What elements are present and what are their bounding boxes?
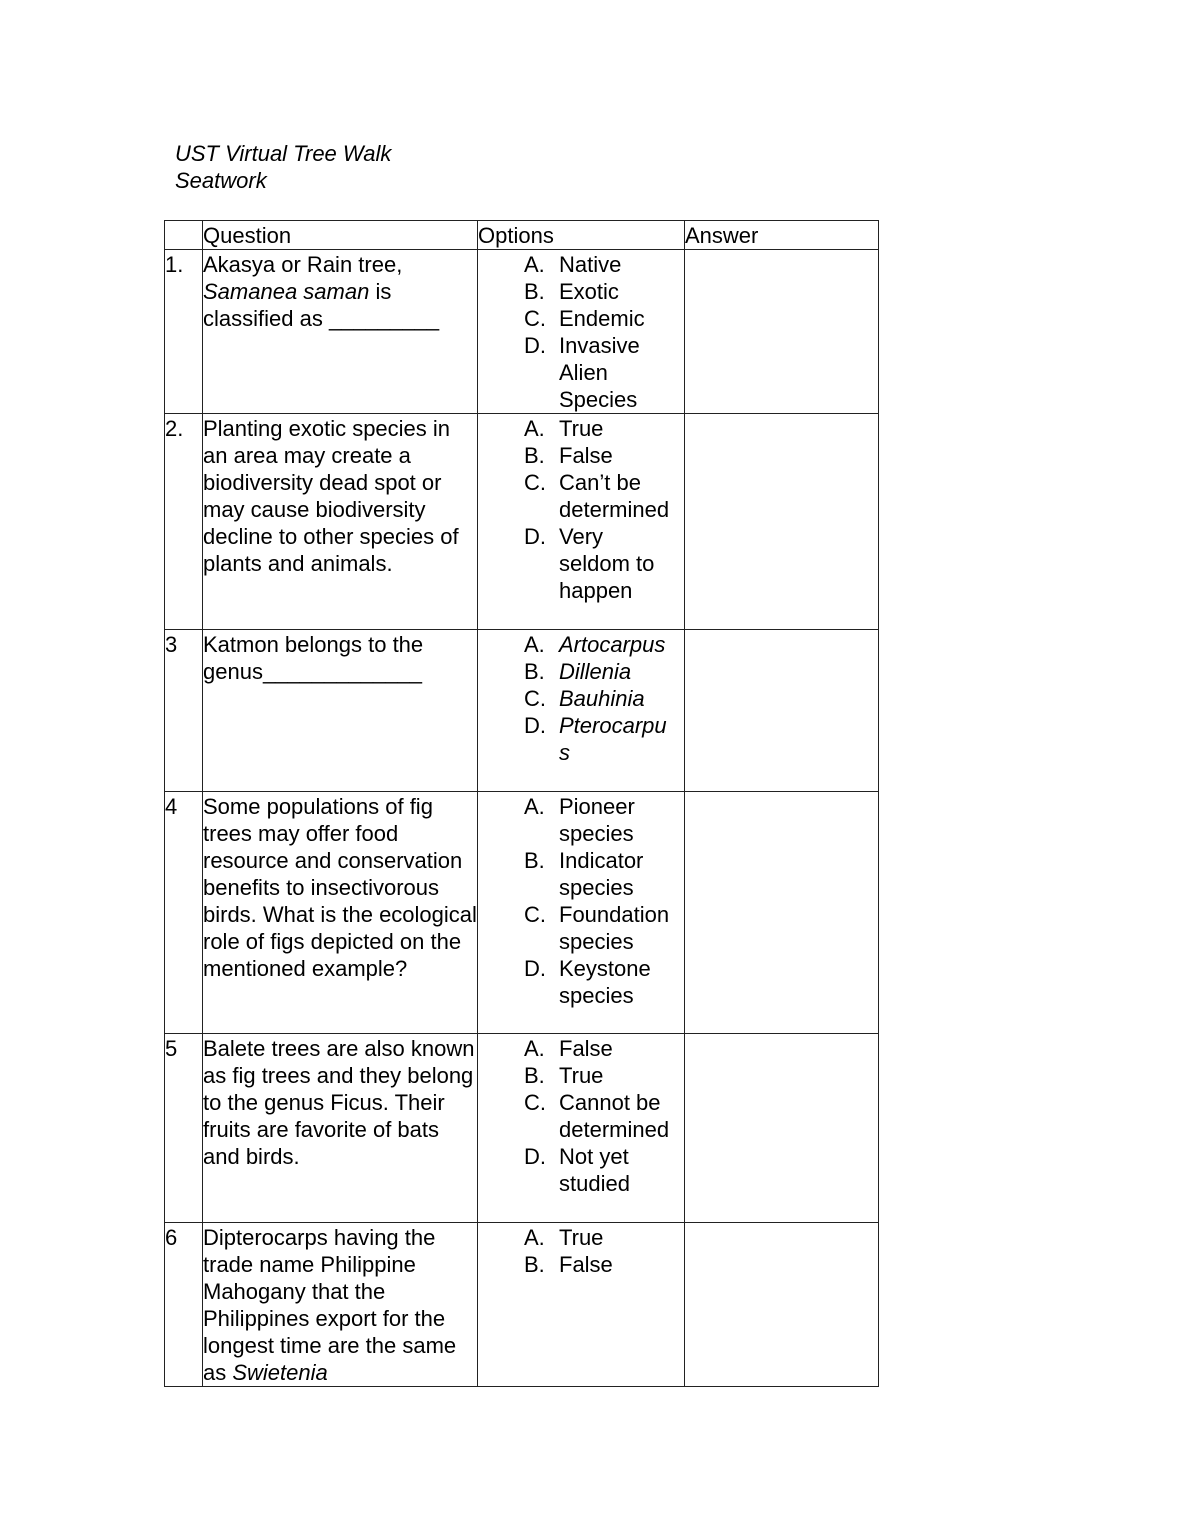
option-item: D. Keystone species [524,956,651,1008]
species-name: Samanea saman [203,279,370,304]
option-item: B. False [524,1252,613,1277]
table-row [165,1034,879,1223]
answer-cell[interactable] [685,1034,879,1223]
genus-name: Pterocarpus [559,713,667,765]
header-options: Options [478,221,685,250]
options-cell [478,630,685,792]
option-item: A. Pioneer species [524,794,635,846]
option-item: C. Can’t be determined [524,470,670,522]
option-item: C. Endemic [524,306,645,331]
seatwork-table [164,220,879,1387]
options-cell [478,414,685,630]
answer-cell[interactable] [685,250,879,414]
option-item: A. Artocarpus [478,631,684,658]
option-item: A. True [524,416,604,441]
answer-cell[interactable] [685,630,879,792]
option-item: A. True [524,1225,604,1250]
header-answer: Answer [685,221,879,250]
document-title [175,140,391,194]
question-text: Planting exotic species in an area may create a biodiversity dead spot or may cause biodiversity decline to other species of plants and animals. [203,414,478,630]
option-item: C. Foundation species [524,902,670,954]
table-row [165,414,879,630]
question-text: Some populations of fig trees may offer food resource and conservation benefits to insectivorous birds. What is the ecological role of figs depicted on the mentioned example? [203,792,478,1034]
options-cell [478,1034,685,1223]
answer-cell[interactable] [685,1223,879,1387]
option-item: B. True [524,1063,604,1088]
option-item: A. False [524,1036,613,1061]
table-row [165,792,879,1034]
option-item: C. Bauhinia [478,685,684,712]
option-item: D. Not yet studied [524,1144,630,1196]
option-item: B. False [524,443,613,468]
answer-cell[interactable] [685,414,879,630]
header-number [165,221,203,250]
question-number: 3 [165,630,203,792]
option-item: C. Cannot be determined [524,1090,670,1142]
title-line-1: UST Virtual Tree Walk [175,141,392,166]
option-item: D. Very seldom to happen [524,524,655,603]
option-item: D. Pterocarpus [478,712,684,766]
table-row [165,1223,879,1387]
question-number: 2. [165,414,203,630]
options-cell [478,792,685,1034]
answer-cell[interactable] [685,792,879,1034]
options-cell [478,1223,685,1387]
option-item: A. Native [524,252,622,277]
genus-name: Artocarpus [559,632,666,657]
option-item: B. Dillenia [478,658,684,685]
header-question: Question [203,221,478,250]
question-text: Akasya or Rain tree, Samanea saman is classified as _________ [203,250,478,414]
table-header-row [165,221,879,250]
question-number: 1. [165,250,203,414]
genus-name: Dillenia [559,659,632,684]
option-item: D. Invasive Alien Species [524,333,640,412]
question-number: 6 [165,1223,203,1387]
question-text: Dipterocarps having the trade name Philippine Mahogany that the Philippines export for the longest time are the same as Swietenia [203,1223,478,1387]
option-item: B. Exotic [524,279,619,304]
question-number: 5 [165,1034,203,1223]
option-item: B. Indicator species [524,848,644,900]
table-row [165,630,879,792]
question-text: Katmon belongs to the genus_____________ [203,630,478,792]
question-text: Balete trees are also known as fig trees and they belong to the genus Ficus. Their fruits are favorite of bats and birds. [203,1034,478,1223]
genus-name: Bauhinia [559,686,645,711]
table-row [165,250,879,414]
options-cell [478,250,685,414]
question-number: 4 [165,792,203,1034]
genus-name: Swietenia [232,1360,328,1385]
title-line-2: Seatwork [175,168,267,193]
